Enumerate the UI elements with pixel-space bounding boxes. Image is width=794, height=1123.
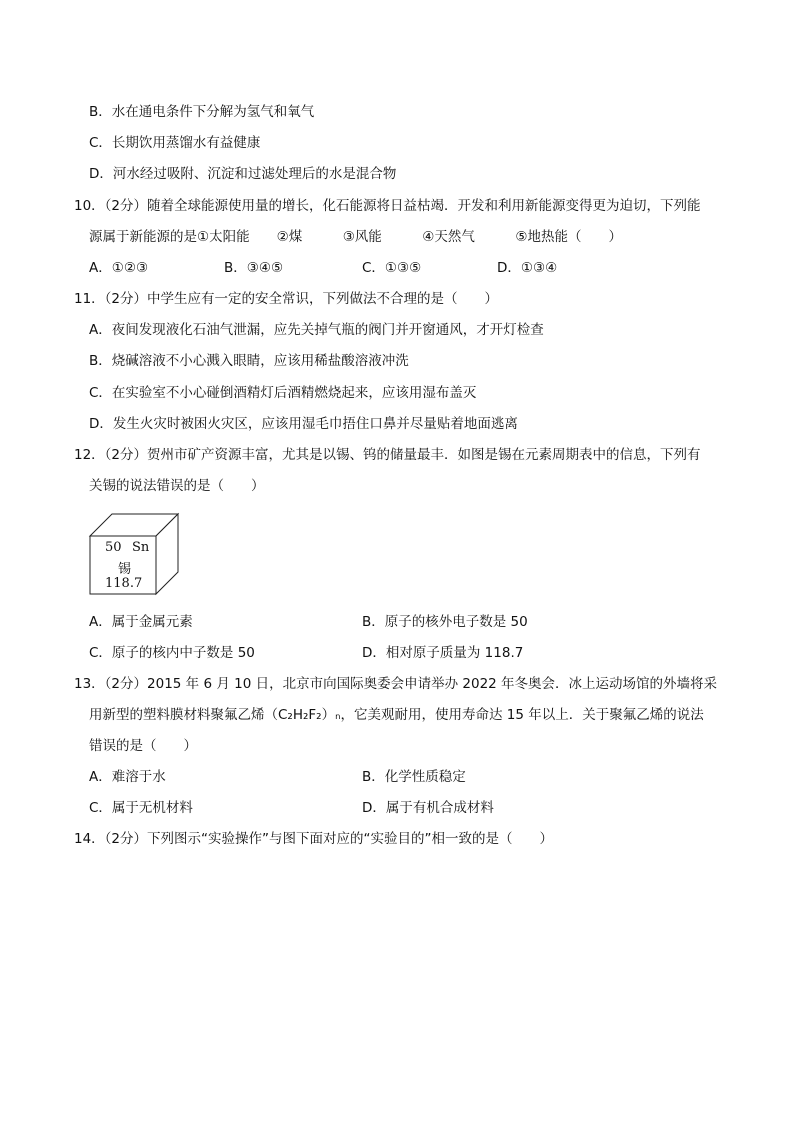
q13-stem-line3: 错误的是（ ） [89, 738, 197, 754]
q10-option-b: B．③④⑤ [224, 260, 284, 276]
element-atomic-number: 50 [105, 540, 122, 555]
q9-option-c: C．长期饮用蒸馏水有益健康 [89, 135, 261, 151]
q11-option-c: C．在实验室不小心碰倒酒精灯后酒精燃烧起来，应该用湿布盖灭 [89, 385, 477, 401]
q13-stem-line1: 13．（2分）2015 年 6 月 10 日，北京市向国际奥委会申请举办 2022 年冬奥会．冰上运动场馆的外墙将采 [74, 676, 718, 692]
q10-stem-line2: 源属于新能源的是①太阳能 ②煤 ③风能 ④天然气 ⑤地热能（ ） [89, 229, 623, 245]
q12-option-b: B．原子的核外电子数是 50 [362, 614, 528, 630]
q10-option-c: C．①③⑤ [362, 260, 422, 276]
q12-option-a: A．属于金属元素 [89, 614, 193, 630]
q12-stem-line1: 12．（2分）贺州市矿产资源丰富，尤其是以锡、钨的储量最丰．如图是锡在元素周期表中的信息，下列有 [74, 447, 701, 463]
q13-option-b: B．化学性质稳定 [362, 769, 466, 785]
q9-option-d: D．河水经过吸附、沉淀和过滤处理后的水是混合物 [89, 166, 397, 182]
element-atomic-mass: 118.7 [105, 576, 143, 591]
element-symbol: Sn [132, 540, 150, 555]
q14-stem: 14．（2分）下列图示“实验操作”与图下面对应的“实验目的”相一致的是（ ） [74, 831, 553, 847]
q12-option-d: D．相对原子质量为 118.7 [362, 645, 524, 661]
q11-option-d: D．发生火灾时被困火灾区，应该用湿毛巾捂住口鼻并尽量贴着地面逃离 [89, 416, 518, 432]
tin-element-cell-figure [88, 512, 180, 596]
q10-option-d: D．①③④ [497, 260, 558, 276]
q13-option-d: D．属于有机合成材料 [362, 800, 494, 816]
q12-option-c: C．原子的核内中子数是 50 [89, 645, 255, 661]
q11-stem: 11．（2分）中学生应有一定的安全常识，下列做法不合理的是（ ） [74, 291, 499, 307]
q13-stem-line2: 用新型的塑料膜材料聚氟乙烯（C₂H₂F₂）ₙ，它美观耐用，使用寿命达 15 年以上．关于聚氟乙烯的说法 [89, 707, 704, 723]
q13-option-a: A．难溶于水 [89, 769, 166, 785]
q10-stem-line1: 10．（2分）随着全球能源使用量的增长，化石能源将日益枯竭．开发和利用新能源变得更为迫切，下列能 [74, 198, 701, 214]
q11-option-b: B．烧碱溶液不小心溅入眼睛，应该用稀盐酸溶液冲洗 [89, 353, 409, 369]
q9-option-b: B．水在通电条件下分解为氢气和氧气 [89, 104, 315, 120]
q10-option-a: A．①②③ [89, 260, 149, 276]
element-name: 锡 [118, 562, 132, 577]
q12-stem-line2: 关锡的说法错误的是（ ） [89, 478, 265, 494]
q13-option-c: C．属于无机材料 [89, 800, 193, 816]
q11-option-a: A．夜间发现液化石油气泄漏，应先关掉气瓶的阀门并开窗通风，才开灯检查 [89, 322, 544, 338]
